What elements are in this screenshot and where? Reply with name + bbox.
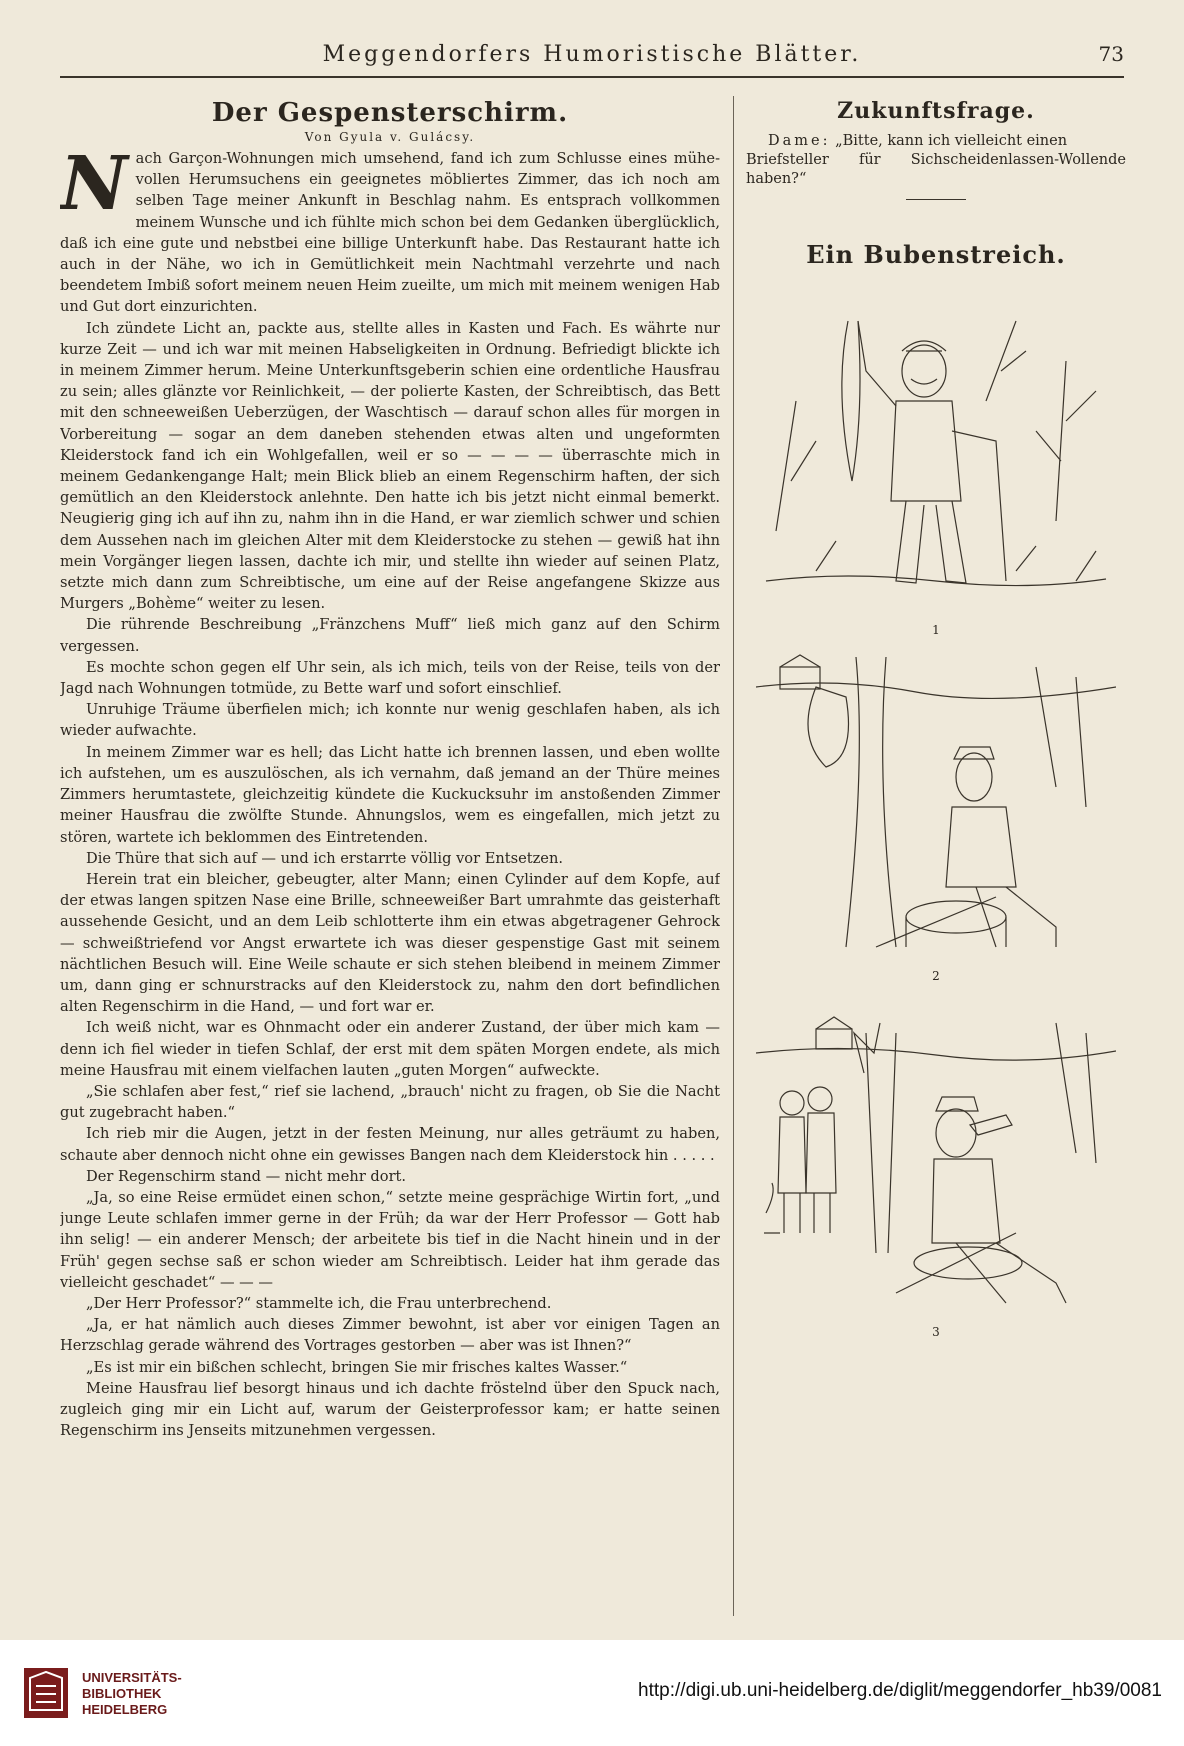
story-paragraph: „Ja, so eine Reise ermüdet einen schon,“ setzte meine gesprächige Wirtin fort, „und junge Leute schlafen immer gerne in der Früh; da war der Herr Professor — Gott hab ihn selig! — ein anderer Mensch; der arbeitete bis tief in die Nacht hinein und in der Früh' gegen sechse saß er schon wieder am Schreibtisch. Leider hat ihm gerade das vielleicht geschadet“ — — — xyxy=(60,1188,720,1291)
story-paragraph: Unruhige Träume überfielen mich; ich konnte nur wenig geschlafen haben, als ich wieder aufwachte. xyxy=(60,701,720,740)
story-paragraph: In meinem Zimmer war es hell; das Licht hatte ich brennen lassen, und eben wollte ich aufstehen, um es auszulöschen, als ich vernahm, daß jemand an der Thüre meines Zimmers herumtastete, gleichzeitig kündete die Kuckucksuhr im anstoßenden Zimmer meiner Hausfrau die zwölfte Stunde. Ahnungslos, wem es eingefallen, mich jetzt zu stören, wartete ich beklommen des Eintretenden. xyxy=(60,743,720,846)
story-paragraph: „Sie schlafen aber fest,“ rief sie lachend, „brauch' nicht zu fragen, ob Sie die Nacht gut zugebracht haben.“ xyxy=(60,1082,720,1122)
story-paragraph: „Es ist mir ein bißchen schlecht, bringen Sie mir frisches kaltes Wasser.“ xyxy=(86,1358,628,1376)
comic-panel-3 xyxy=(756,993,1116,1339)
comic-panel-1 xyxy=(756,281,1116,637)
running-title: Meggendorfers Humoristische Blätter. xyxy=(322,42,862,67)
joke-speaker-lady: Dame: xyxy=(768,133,831,149)
story-paragraph: Ich zündete Licht an, packte aus, stellte alles in Kasten und Fach. Es währte nur kurze Zeit — und ich war mit meinen Habseligkeiten in Ordnung. Befriedigt blickte ich in meinem Zimmer herum. Meine Unterkunftsgeberin schien eine ordentliche Hausfrau zu sein; alles glänzte vor Reinlichkeit, — der polierte Kasten, der Schreibtisch, das Bett mit den schneeweißen Ueberzügen, der Waschtisch — darauf schon alles für morgen in Vorbereitung — sogar an dem daneben stehenden etwas alten und ungeformten Kleiderstock fand ich ein Wohlgefallen, weil er so — — — — überraschte mich in meinem Gedankengange Halt; mein Blick blieb an einem Regenschirm haften, der sich gemütlich an den Kleiderstock anlehnte. Den hatte ich bis jetzt nicht einmal bemerkt. Neugierig ging ich auf ihn zu, nahm ihn in die Hand, er war ziemlich schwer und schien dem Aussehen nach im gleichen Alter mit dem Kleiderstocke zu stehen — gewiß hat ihn mein Vorgänger liegen lassen, dachte ich mir, und stellte ihn wieder auf seinen Platz, setzte mich dann zum Schreibtische, um eine auf der Reise angefangene Skizze aus Murgers „Bohème“ weiter zu lesen. xyxy=(60,319,720,613)
joke-line-2b: -Wollende haben?“ xyxy=(746,152,1126,187)
library-name xyxy=(82,1670,182,1718)
story-column xyxy=(60,92,720,1622)
dropcap-initial: N xyxy=(60,141,128,227)
story-paragraph: „Ja, er hat nämlich auch dieses Zimmer bewohnt, ist aber vor einigen Tagen an Herzschlag gerade während des Vortrages gestorben — aber was ist Ihnen?“ xyxy=(60,1316,720,1355)
story-paragraph: Der Regenschirm stand — nicht mehr dort. xyxy=(86,1167,407,1185)
panel-number-1: 1 xyxy=(932,623,940,637)
column-divider xyxy=(733,96,734,1616)
story-paragraph: Ich weiß nicht, war es Ohnmacht oder ein anderer Zustand, der über mich kam — denn ich fiel wieder in tiefen Schlaf, der erst mit dem späten Morgen endete, als mich meine Hausfrau mit einem vielfachen lauten „guten Morgen“ aufweckte. xyxy=(60,1019,720,1079)
story-byline: Von Gyula v. Gulácsy. xyxy=(304,130,476,144)
library-name-line-1: UNIVERSITÄTS- xyxy=(82,1670,182,1685)
story-paragraph: Es mochte schon gegen elf Uhr sein, als ich mich, teils von der Reise, teils von der Jagd nach Wohnungen totmüde, zu Bette warf und sofort einschlief. xyxy=(60,658,720,698)
story-paragraph: Die rührende Beschreibung „Fränzchens Muff“ ließ mich ganz auf den Schirm vergessen. xyxy=(60,616,720,655)
comic-title: Ein Bubenstreich. xyxy=(806,240,1066,269)
digitization-footer xyxy=(0,1640,1184,1746)
panel-number-2: 2 xyxy=(932,969,940,983)
library-name-line-3: HEIDELBERG xyxy=(82,1702,168,1717)
comic-panel-2 xyxy=(756,647,1116,983)
joke-line-2a: Briefsteller für Sichscheidenlassen xyxy=(746,152,1055,168)
page-number: 73 xyxy=(1098,42,1124,66)
boys-prank-illustration xyxy=(756,993,1116,1323)
joke-line-1: „Bitte, kann ich vielleicht einen xyxy=(835,133,1068,149)
hunter-with-hare-illustration xyxy=(756,281,1116,621)
first-paragraph-text: ach Garçon-Wohnungen mich umsehend, fand ich zum Schlusse eines mühevollen Herumsuchens ein geeignetes möbliertes Zimmer, das ich noch am selben Tage meiner Ankunft in Beschlag nahm. Es entsprach vollkommen meinem Wunsche und ich fühlte mich schon bei dem Gedanken überglücklich, daß ich eine gute und nebstbei eine billige Unterkunft habe. Das Restaurant hatte ich auch in der Nähe, wo ich in Gemütlichkeit mein Nachtmahl verzehrte und nach beendetem Imbiß sofort meinem neuen Heim zueilte, um mich mit meinem wenigen Hab und Gut dort einzurichten. xyxy=(60,150,720,316)
joke-title: Zukunftsfrage. xyxy=(837,98,1035,124)
story-paragraph: „Der Herr Professor?“ stammelte ich, die Frau unterbrechend. xyxy=(86,1294,552,1312)
story-paragraph: Herein trat ein bleicher, gebeugter, alter Mann; einen Cylinder auf dem Kopfe, auf der etwas langen spitzen Nase eine Brille, schneeweißer Bart umrahmte das geisterhaft aussehende Gesicht, und an dem Leib schlotterte ihm ein etwas abgetragener Gehrock — schweißtriefend vor Angst erwartete ich was dieser gespenstige Gast mit seinem nächtlichen Besuch will. Eine Weile schaute er sich stehen bleibend in meinem Zimmer um, dann ging er schnurstracks auf den Kleiderstock zu, nahm den dort befindlichen alten Regenschirm in die Hand, — und fort war er. xyxy=(60,870,720,1016)
panel-number-3: 3 xyxy=(932,1325,940,1339)
running-header xyxy=(60,40,1124,78)
hunter-resting-illustration xyxy=(756,647,1116,967)
joke-text xyxy=(746,132,1126,189)
section-rule xyxy=(906,199,966,200)
sidebar-column xyxy=(746,92,1126,1622)
library-name-line-2: BIBLIOTHEK xyxy=(82,1686,162,1701)
story-paragraph: Ich rieb mir die Augen, jetzt in der festen Meinung, nur alles geträumt zu haben, schaute aber dennoch nicht ohne ein gewisses Bangen nach dem Kleiderstock hin . . . . . xyxy=(60,1125,720,1164)
story-paragraph: Die Thüre that sich auf — und ich erstarrte völlig vor Entsetzen. xyxy=(86,849,563,867)
story-title: Der Gespensterschirm. xyxy=(211,98,569,128)
story-first-paragraph xyxy=(60,141,720,318)
university-seal-logo xyxy=(22,1666,70,1720)
story-paragraph: Meine Hausfrau lief besorgt hinaus und ich dachte fröstelnd über den Spuck nach, zugleich ging mir ein Licht auf, warum der Geisterprofessor kam; er hatte seinen Regenschirm ins Jenseits mitzunehmen vergessen. xyxy=(60,1379,720,1440)
source-url[interactable]: http://digi.ub.uni-heidelberg.de/diglit/meggendorfer_hb39/0081 xyxy=(638,1680,1162,1701)
